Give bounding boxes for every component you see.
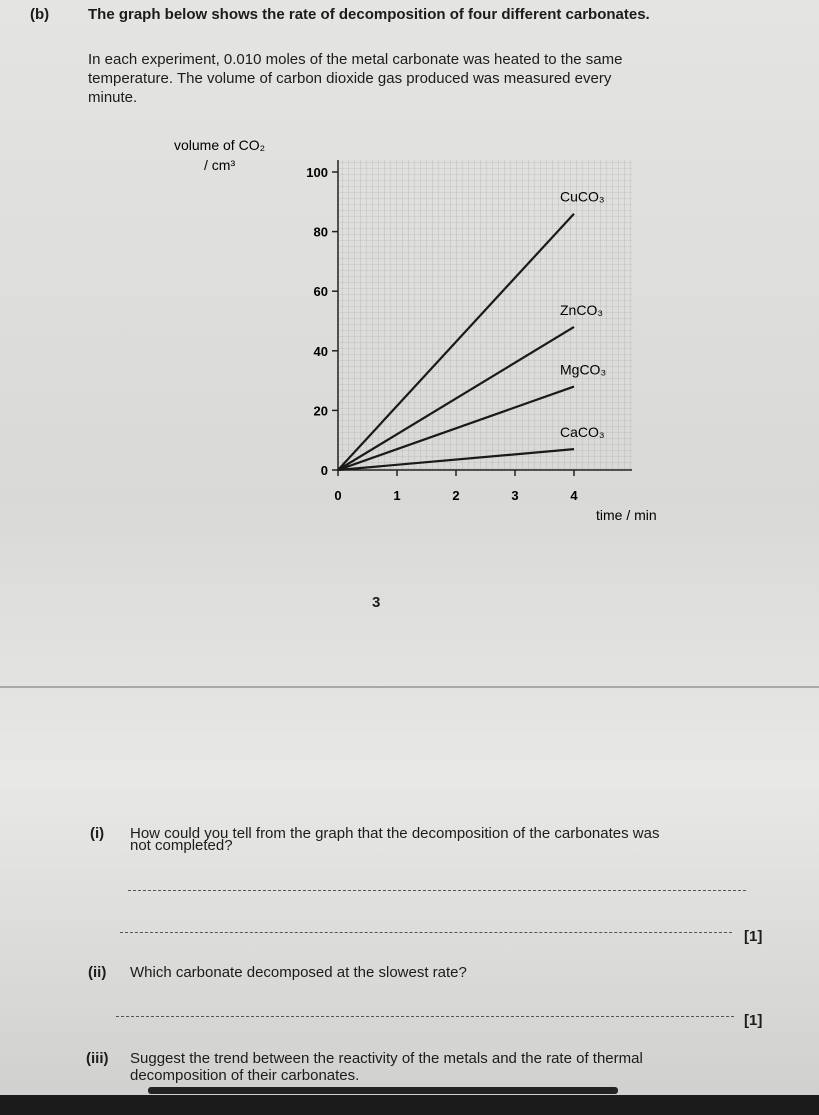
question-ii-line1: Which carbonate decomposed at the slowest rate?: [130, 964, 467, 981]
question-iii-line2: decomposition of their carbonates.: [130, 1067, 360, 1084]
series-label-2: MgCO₃: [560, 361, 607, 378]
y-tick-label: 40: [313, 343, 328, 359]
answer-line-i-2[interactable]: [120, 932, 732, 933]
bottom-edge: [0, 1095, 819, 1115]
x-tick-label: 0: [334, 488, 342, 503]
question-ii-label: (ii): [88, 964, 107, 981]
intro-line-1: In each experiment, 0.010 moles of the metal carbonate was heated to the same: [88, 51, 623, 68]
series-label-0: CuCO₃: [560, 188, 605, 205]
answer-line-ii[interactable]: [116, 1016, 734, 1017]
x-tick-label: 1: [393, 488, 401, 503]
question-heading: The graph below shows the rate of decomposition of four different carbonates.: [88, 6, 650, 23]
x-tick-label: 2: [452, 488, 460, 503]
series-label-3: CaCO₃: [560, 424, 605, 441]
y-tick-label: 100: [306, 165, 328, 180]
y-tick-label: 60: [313, 284, 328, 300]
decomposition-chart: [0, 0, 819, 540]
part-label: (b): [30, 6, 50, 23]
question-iii-line1: Suggest the trend between the reactivity of the metals and the rate of thermal: [130, 1050, 643, 1067]
page-number: 3: [372, 594, 381, 611]
y-tick-label: 20: [313, 403, 328, 419]
intro-line-2: temperature. The volume of carbon dioxide gas produced was measured every: [88, 70, 612, 87]
x-tick-label: 4: [570, 488, 578, 503]
marker-highlight: [148, 1087, 618, 1094]
y-axis-label-line1: volume of CO₂: [174, 137, 266, 153]
question-i-line1: How could you tell from the graph that the decomposition of the carbonates was: [130, 825, 660, 842]
intro-line-3: minute.: [88, 89, 138, 106]
question-i-line2: not completed?: [130, 837, 233, 854]
series-label-1: ZnCO₃: [560, 301, 604, 318]
question-iii-label: (iii): [86, 1050, 109, 1067]
y-tick-label: 80: [313, 224, 328, 240]
answer-line-i-1[interactable]: [128, 890, 746, 891]
x-tick-label: 3: [511, 488, 519, 503]
y-axis-label-line2: / cm³: [204, 157, 236, 173]
y-tick-label: 0: [320, 463, 328, 478]
question-i-label: (i): [90, 825, 105, 842]
marks-i: [1]: [744, 928, 763, 945]
marks-ii: [1]: [744, 1012, 763, 1029]
page-fold-divider: [0, 686, 819, 688]
x-axis-label: time / min: [596, 507, 657, 523]
